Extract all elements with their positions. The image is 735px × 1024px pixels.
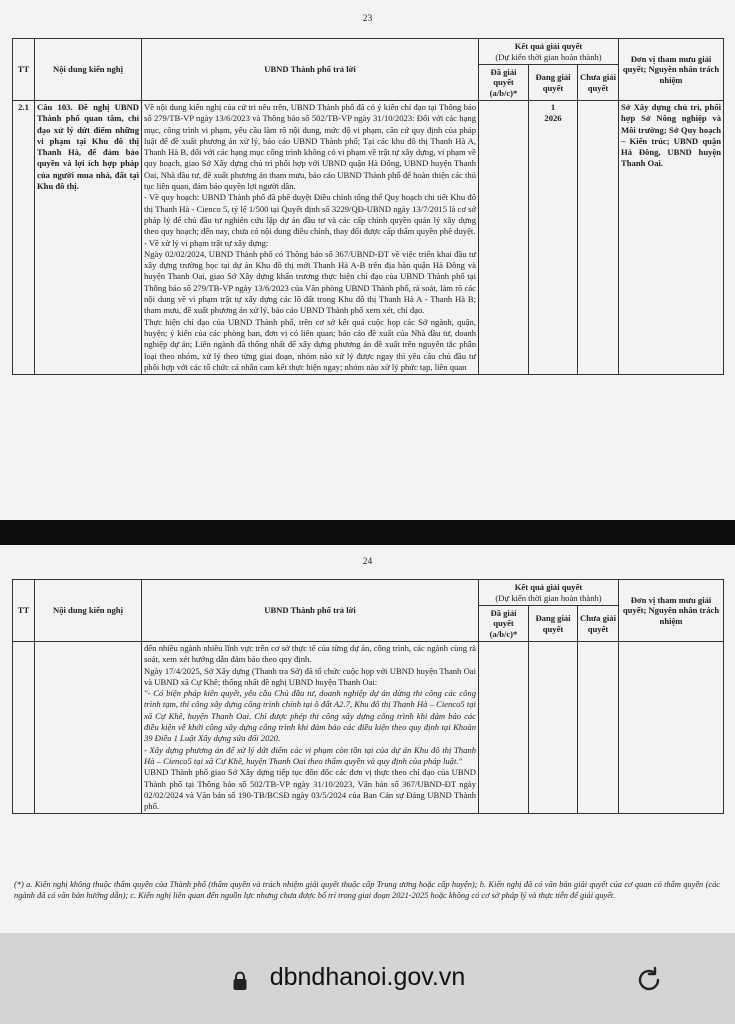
row-tt	[13, 642, 35, 814]
row-reply	[142, 642, 479, 814]
header-reply: UBND Thành phố trả lời	[142, 580, 479, 642]
reply-paragraph: đến nhiều ngành nhiều lĩnh vực trên cơ sở thực tế của từng dự án, công trình, các ngành cùng rà soát, xem xét hướng dẫn đảm bảo theo quy định.	[144, 643, 476, 665]
row-content: Câu 103. Đề nghị UBND Thành phố quan tâm, chỉ đạo xử lý dứt điểm những vi phạm tại Khu đô thị Thanh Hà, để đảm bảo quyền và lợi ích hợp pháp của người mua nhà, đất tại Khu đô thị.	[35, 101, 142, 375]
header-result	[479, 39, 619, 65]
header-tt: TT	[13, 39, 35, 101]
row-done	[479, 101, 529, 375]
row-doing-year: 2026	[544, 113, 562, 124]
reply-paragraph: - Về quy hoạch: UBND Thành phố đã phê duyệt Điều chỉnh tổng thể Quy hoạch chi tiết Khu đô thị Thanh Hà - Cienco 5, tỷ lệ 1/500 tại Quyết định số 3229/QĐ-UBND ngày 13/7/2015 là cơ sở pháp lý để chủ đầu tư nghiên cứu lập dự án đầu tư và các cấp chính quyền quản lý xây dựng theo quy hoạch; đến nay, chưa có nội dung điều chỉnh, thay đổi được cấp thẩm quyền phê duyệt.	[144, 192, 476, 237]
header-result-title: Kết quả giải quyết	[514, 41, 583, 51]
header-done: Đã giải quyết (a/b/c)*	[479, 606, 529, 642]
header-tt: TT	[13, 580, 35, 642]
header-unit: Đơn vị tham mưu giải quyết; Nguyên nhân trách nhiệm	[619, 39, 724, 101]
header-unit: Đơn vị tham mưu giải quyết; Nguyên nhân trách nhiệm	[619, 580, 724, 642]
header-doing: Đang giải quyết	[529, 606, 578, 642]
results-table-page-23	[12, 38, 724, 375]
reply-quote: - Xây dựng phương án để xử lý dứt điểm các vi phạm còn tồn tại của dự án Khu đô thị Thanh Hà – Cienco5 tại xã Cự Khê, huyện Thanh Oai theo thẩm quyền và quy định của pháp luật."	[144, 744, 476, 766]
header-result-title: Kết quả giải quyết	[514, 582, 583, 592]
footnote: (*) a. Kiến nghị không thuộc thẩm quyền của Thành phố (thẩm quyền và trách nhiệm giải quyết thuộc cấp Trung ương hoặc cấp huyện); b. Kiến nghị đã có văn bản giải quyết của cơ quan có thẩm quyền (các ngành đã có văn bản hướng dẫn); c. Kiến nghị liên quan đến nguồn lực nhưng chưa được bố trí trong giai đoạn 2021-2025 hoặc không có cơ sở pháp lý và thực tiễn để giải quyết.	[14, 880, 720, 900]
row-doing	[529, 642, 578, 814]
row-done	[479, 642, 529, 814]
header-content: Nội dung kiến nghị	[35, 580, 142, 642]
page-number: 24	[362, 557, 373, 567]
reply-paragraph: UBND Thành phố giao Sở Xây dựng tiếp tục đôn đốc các đơn vị thực theo chỉ đạo của UBND Thành phố tại Thông báo số 502/TB-VP ngày 31/10/2023, Văn bản số 367/UBND-ĐT ngày 02/02/2024 và Văn bản số 190-TB/BCSĐ ngày 03/5/2024 của Ban Cán sự Đảng UBND Thành phố.	[144, 767, 476, 812]
row-doing	[529, 101, 578, 375]
reply-paragraph: Về nội dung kiến nghị của cử tri nêu trên, UBND Thành phố đã có ý kiến chỉ đạo tại Thông báo số 279/TB-VP ngày 13/6/2023 và Thông báo số 502/TB-VP ngày 31/10/2023: Đối với các hạng mục, công trình vi phạm, yêu cầu làm rõ nội dung, mức độ vi phạm, căn cứ quy định của pháp luật để đề xuất phương án xử lý, báo cáo UBND Thành phố; Tại các khu đô thị Thanh Hà A, Thanh Hà B, đối với các hạng mục công trình không có vi phạm về trật tự xây dựng, vi phạm về quy hoạch, giao Sở Xây dựng chủ trì phối hợp với UBND quận Hà Đông, UBND huyện Thanh Oai, Nhà đầu tư, đề xuất phương án tham mưu, báo cáo UBND Thành phố để hoàn thiện các thủ tục liên quan, đảm bảo quyền lợi người dân.	[144, 102, 476, 192]
results-table-page-24	[12, 579, 724, 814]
reload-icon[interactable]	[634, 965, 664, 995]
row-unit	[619, 642, 724, 814]
row-doing-count: 1	[550, 102, 556, 112]
row-not-yet	[578, 101, 619, 375]
page-number: 23	[362, 14, 373, 24]
page-separator	[0, 520, 735, 545]
header-result-sub: (Dự kiến thời gian hoàn thành)	[495, 592, 602, 603]
reply-paragraph: Thực hiện chỉ đạo của UBND Thành phố, trên cơ sở kết quả cuộc họp các Sở ngành, quận, huyện; ý kiến của các phòng ban, đơn vị có liên quan; báo cáo đề xuất của Nhà đầu tư, doanh nghiệp dự án; Liên ngành đã thống nhất để xây dựng phương án đề xuất trên nguyên tắc phân loại theo nhóm, xử lý theo từng giai đoạn, nhóm nào xử lý được ngay thì yêu cầu chủ đầu tư phối hợp với các tổ chức cá nhân cam kết thực hiện ngay; nhóm nào xử lý phức tạp, liên quan	[144, 316, 476, 372]
row-tt: 2.1	[13, 101, 35, 375]
reply-paragraph: - Về xử lý vi phạm trật tự xây dựng:	[144, 237, 269, 248]
header-result-sub: (Dự kiến thời gian hoàn thành)	[495, 51, 602, 62]
row-reply	[142, 101, 479, 375]
table-row	[13, 642, 724, 814]
header-done: Đã giải quyết (a/b/c)*	[479, 65, 529, 101]
reply-quote: "- Có biện pháp kiên quyết, yêu cầu Chủ đầu tư, doanh nghiệp dự án dừng thi công các công trình tạm, thi công xây dựng công trình chính tại ô đất A2.7, Khu đô thị Thanh Hà – Cienco5 tại xã Cự Khê, huyện Thanh Oai. Chỉ được phép thi công xây dựng công trình khi đảm bảo các điều kiện về khởi công xây dựng công trình khi đảm bảo các điều kiện theo quy định tại Khoản 39 Điều 1 Luật Xây dựng sửa đổi 2020.	[144, 688, 476, 744]
browser-address-bar[interactable]	[0, 933, 735, 1024]
document-page-24	[0, 545, 735, 933]
row-unit: Sở Xây dựng chủ trì, phối hợp Sở Nông nghiệp và Môi trường; Sở Quy hoạch – Kiến trúc; UBND quận Hà Đông, UBND huyện Thanh Oai.	[619, 101, 724, 375]
header-doing: Đang giải quyết	[529, 65, 578, 101]
header-reply: UBND Thành phố trả lời	[142, 39, 479, 101]
reply-paragraph: Ngày 02/02/2024, UBND Thành phố có Thông báo số 367/UBND-ĐT về việc triển khai đầu tư xây dựng trường học tại dự án Khu đô thị mới Thanh Hà A-B trên địa bàn quận Hà Đông và huyện Thanh Oai, giao Sở Xây dựng khẩn trương thực hiện chỉ đạo của UBND Thành phố tại Thông báo số 279/TB-VP ngày 13/6/2023 của Văn phòng UBND Thành phố, rà soát, làm rõ các nội dung về vi phạm trật tự xây dựng các lô đất trong Khu đô thị Thanh Hà A - Thanh Hà B; tham mưu, đề xuất phương án xử lý, báo cáo UBND Thành phố xem xét, chỉ đạo.	[144, 248, 476, 316]
reply-paragraph: Ngày 17/4/2025, Sở Xây dựng (Thanh tra Sở) đã tổ chức cuộc họp với UBND huyện Thanh Oai và UBND xã Cự Khê; thống nhất đề nghị UBND huyện Thanh Oai:	[144, 665, 476, 687]
url-text[interactable]: dbndhanoi.gov.vn	[269, 963, 466, 991]
row-not-yet	[578, 642, 619, 814]
header-not-yet: Chưa giải quyết	[578, 606, 619, 642]
header-not-yet: Chưa giải quyết	[578, 65, 619, 101]
table-row	[13, 101, 724, 375]
header-result	[479, 580, 619, 606]
header-content: Nội dung kiến nghị	[35, 39, 142, 101]
row-content	[35, 642, 142, 814]
